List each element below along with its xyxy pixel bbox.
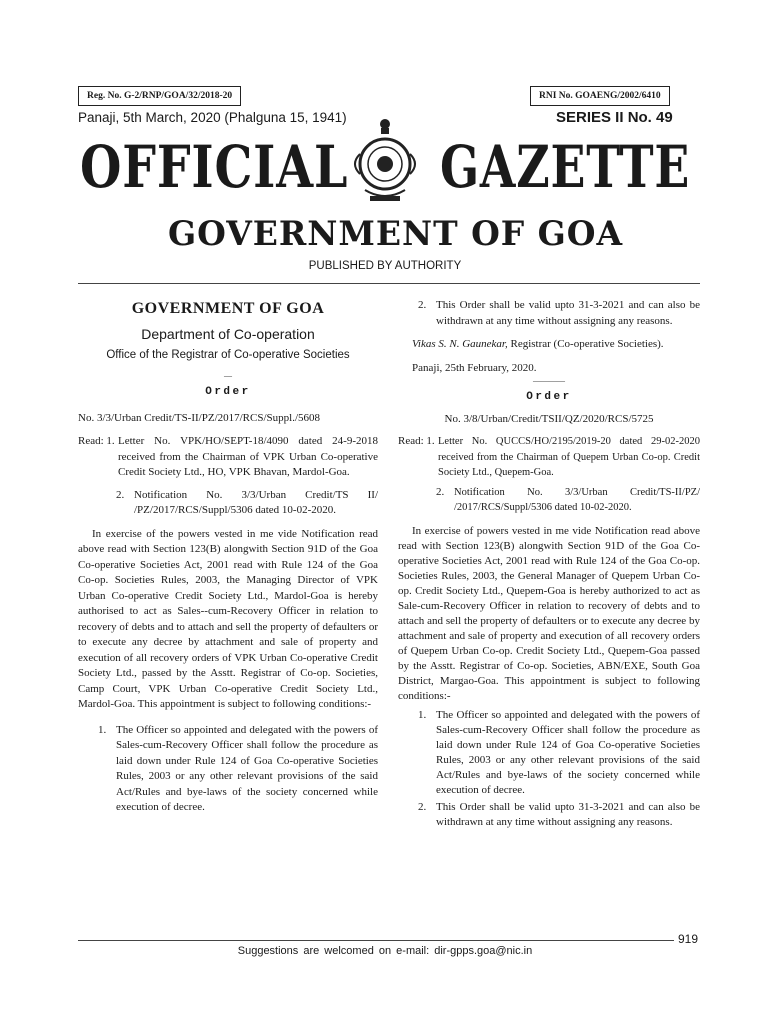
read-ref-2: 2. Notification No. 3/3/Urban Credit/TS II/ /PZ/2017/RCS/Suppl/5306 dated 10-02-2020.	[78, 488, 378, 519]
divider-dash: —	[224, 370, 232, 380]
read-ref-1: Read: 1. Letter No. VPK/HO/SEPT-18/4090 dated 24-9-2018 received from the Chairman of VPK Urban Co-operative Credit Society Ltd., HO, VPK Bhavan, Mardol-Goa.	[78, 434, 378, 481]
place-date: Panaji, 25th February, 2020.	[412, 361, 537, 374]
date-line: Panaji, 5th March, 2020 (Phalguna 15, 1941)	[78, 110, 347, 125]
subtitle-government: GOVERNMENT OF GOA	[168, 214, 624, 254]
title-gazette: GAZETTE	[440, 133, 691, 201]
rni-no: RNI No. GOAENG/2002/6410	[539, 91, 661, 101]
read-ref-1-text: Letter No. VPK/HO/SEPT-18/4090 dated 24-9-2018 received from the Chairman of VPK Urban Co-operative Credit Society Ltd., HO, VPK Bhavan, Mardol-Goa.	[118, 435, 378, 478]
left-column	[78, 298, 378, 816]
order-separator: ————	[533, 376, 565, 385]
right-column	[398, 298, 700, 830]
read-label: Read:	[78, 435, 104, 447]
series-number: SERIES II No. 49	[556, 109, 673, 126]
footer-divider	[78, 940, 674, 941]
header-divider	[78, 283, 700, 284]
state-emblem-icon	[340, 112, 430, 212]
read-ref-2-1: Read: 1. Letter No. QUCCS/HO/2195/2019-20 dated 29-02-2020 received from the Chairman of Quepem Urban Co-op. Credit Society Ltd., Quepem-Goa.	[398, 434, 700, 481]
read-ref-2-1-text: Letter No. QUCCS/HO/2195/2019-20 dated 29-02-2020 received from the Chairman of Quepem Urban Co-op. Credit Society Ltd., Quepem-Goa.	[438, 436, 700, 478]
signatory-name: Vikas S. N. Gaunekar,	[412, 338, 508, 350]
order-number-2: No. 3/8/Urban/Credit/TSII/QZ/2020/RCS/5725	[444, 412, 654, 425]
title-official: OFFICIAL	[80, 133, 349, 201]
published-by-authority: PUBLISHED BY AUTHORITY	[308, 260, 462, 272]
read-ref-2-2-text: Notification No. 3/3/Urban Credit/TS-II/PZ/ /2017/RCS/Suppl/5306 dated 10-02-2020.	[454, 486, 700, 513]
condition-1-text: The Officer so appointed and delegated with the powers of Sales-cum-Recovery Officer shall follow the procedure as laid down under Rule 124 of Goa Co-operative Societies Rules, 2003 or any other relevant provisions of the said Act/Rules and bye-laws of the society concerned while execution of decree.	[116, 723, 378, 813]
order-heading: Order	[205, 386, 251, 398]
office-heading: Office of the Registrar of Co-operative Societies	[106, 349, 350, 361]
signature-line: Vikas S. N. Gaunekar, Registrar (Co-operative Societies).	[412, 338, 664, 350]
order-body-2: In exercise of powers vested in me vide Notification read above read with Section 123(B) alongwith Section 91D of the Goa Co-operative Societies Act, 2001 read with Rule 124 of the Goa Co-op. Societies Rules, 2003, the General Manager of Quepem Urban Co-op. Credit Society Ltd., Quepem-Goa is hereby authorized to act as Sale-cum-Recovery Officer in relation to recovery of debts and to attach and sell the property of defaulters or to execute any decree by attachment and sale of property and execution of all recovery orders of Quepem Urban Co-op. Credit Society Ltd., Quepem-Goa passed by the Asstt. Registrar of Co-op. Societies, ABN/EXE, South Goa District, Margao-Goa. This appointment is subject to following conditions:-	[398, 524, 700, 702]
prev-condition-2: 2. This Order shall be valid upto 31-3-2021 and can also be withdrawn at any time without assigning any reasons.	[398, 298, 700, 329]
dept-heading: Department of Co-operation	[141, 325, 315, 342]
order-number: No. 3/3/Urban Credit/TS-II/PZ/2017/RCS/Suppl./5608	[78, 411, 321, 424]
order-heading-2: Order	[526, 391, 572, 403]
footer-suggestion: Suggestions are welcomed on e-mail: dir-gpps.goa@nic.in	[237, 945, 533, 957]
read-ref-2-2: 2. Notification No. 3/3/Urban Credit/TS-II/PZ/ /2017/RCS/Suppl/5306 dated 10-02-2020.	[398, 485, 700, 516]
condition-1: 1. The Officer so appointed and delegated with the powers of Sales-cum-Recovery Officer shall follow the procedure as laid down under Rule 124 of Goa Co-operative Societies Rules, 2003 or any other relevant provisions of the said Act/Rules and bye-laws of the society concerned while execution of decree.	[78, 723, 378, 816]
gov-heading: GOVERNMENT OF GOA	[131, 300, 325, 317]
rni-no-box	[530, 86, 670, 106]
reg-no-box	[78, 86, 241, 106]
condition-2-2: 2. This Order shall be valid upto 31-3-2021 and can also be withdrawn at any time without assigning any reasons.	[418, 800, 700, 828]
order-body: In exercise of the powers vested in me vide Notification read above read with Section 123(B) alongwith Section 91D of the Goa Co-operative Societies Act, 2001 read with Rule 124 of the Goa Co-op. Societies Rules, 2003, the Managing Director of VPK Urban Co-operative Credit Society Ltd., Mardol-Goa is hereby authorised to act as Sales--cum-Recovery Officer in relation to recovery of debts and to attach and sell the property of defaulters or to execute any decree by attachment and sale of property and execution of all recovery orders of VPK Urban Co-operative Credit Society Ltd., passed by the Asstt. Registrar of Co-op. Societies, Camp Court, VPK Urban Co-operative Credit Society Ltd., Mardol-Goa. This appointment is subject to following conditions:-	[78, 527, 378, 710]
page-number: 919	[678, 932, 699, 946]
condition-2-1: 1. The Officer so appointed and delegated with the powers of Sales-cum-Recovery Officer shall follow the procedure as laid down under Rule 124 of Goa Co-operative Societies Rules, 2003 or any other relevant provisions of the said Act/Rules and bye-laws of the society concerned while execution of decree.	[418, 708, 700, 796]
condition-2-2-text: This Order shall be valid upto 31-3-2021 and can also be withdrawn at any time without assigning any reasons.	[436, 800, 700, 828]
read-ref-2-text: Notification No. 3/3/Urban Credit/TS II/ /PZ/2017/RCS/Suppl/5306 dated 10-02-2020.	[134, 488, 378, 516]
prev-condition-2-text: This Order shall be valid upto 31-3-2021 and can also be withdrawn at any time without assigning any reasons.	[436, 299, 700, 327]
reg-no: Reg. No. G-2/RNP/GOA/32/2018-20	[87, 91, 233, 101]
condition-2-1-text: The Officer so appointed and delegated with the powers of Sales-cum-Recovery Officer shall follow the procedure as laid down under Rule 124 of Goa Co-operative Societies Rules, 2003 or any other relevant provisions of the said Act/Rules and bye-laws of the society concerned while execution of decree.	[436, 708, 700, 796]
